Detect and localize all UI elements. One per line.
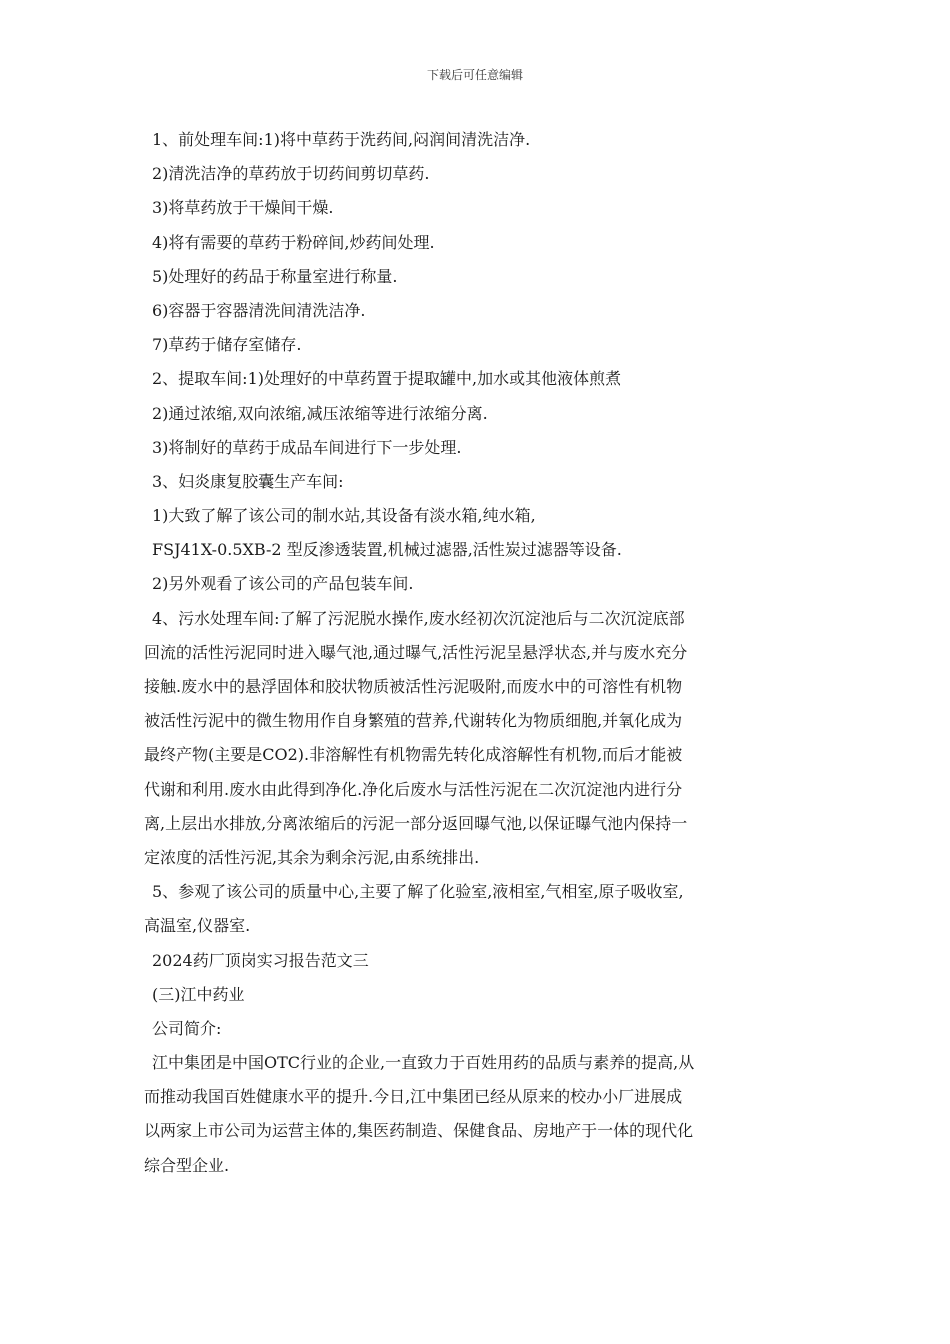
text-line: 接触.废水中的悬浮固体和胶状物质被活性污泥吸附,而废水中的可溶性有机物 [144, 677, 683, 696]
text-line: 而推动我国百姓健康水平的提升.今日,江中集团已经从原来的校办小厂进展成 [144, 1087, 683, 1107]
text-line: 5)处理好的药品于称量室进行称量. [152, 266, 398, 286]
text-line: 5、参观了该公司的质量中心,主要了解了化验室,液相室,气相室,原子吸收室, [152, 882, 684, 902]
page-header-note: 下载后可任意编辑 [426, 68, 523, 82]
text-line: 被活性污泥中的微生物用作自身繁殖的营养,代谢转化为物质细胞,并氧化成为 [144, 711, 683, 731]
text-line: 4)将有需要的草药于粉碎间,炒药间处理. [152, 232, 435, 252]
text-line: 3)将草药放于干燥间干燥. [152, 198, 334, 218]
text-line: 最终产物(主要是CO2).非溶解性有机物需先转化成溶解性有机物,而后才能被 [144, 745, 683, 765]
text-line: 6)容器于容器清洗间清洗洁净. [152, 300, 366, 320]
text-line: 回流的活性污泥同时进入曝气池,通过曝气,活性污泥呈悬浮状态,并与废水充分 [144, 642, 688, 662]
text-line: 4、污水处理车间:了解了污泥脱水操作,废水经初次沉淀池后与二次沉淀底部 [152, 608, 685, 628]
text-line: 3)将制好的草药于成品车间进行下一步处理. [152, 437, 462, 457]
text-line: 以两家上市公司为运营主体的,集医药制造、保健食品、房地产于一体的现代化 [144, 1121, 694, 1141]
text-line: FSJ41X-0.5XB-2 型反渗透装置,机械过滤器,活性炭过滤器等设备. [152, 540, 622, 560]
text-line: 2)清洗洁净的草药放于切药间剪切草药. [152, 164, 430, 184]
text-line: (三)江中药业 [152, 984, 245, 1004]
text-line: 2)另外观看了该公司的产品包装车间. [152, 574, 414, 594]
text-line: 2、提取车间:1)处理好的中草药置于提取罐中,加水或其他液体煎煮 [152, 369, 622, 389]
text-line: 江中集团是中国OTC行业的企业,一直致力于百姓用药的品质与素养的提高,从 [152, 1053, 695, 1073]
document-body [144, 123, 814, 1183]
text-line: 2024药厂顶岗实习报告范文三 [152, 950, 369, 970]
text-line: 7)草药于储存室储存. [152, 335, 302, 355]
text-line: 高温室,仪器室. [144, 916, 251, 936]
text-line: 1)大致了解了该公司的制水站,其设备有淡水箱,纯水箱, [152, 506, 536, 526]
text-line: 2)通过浓缩,双向浓缩,减压浓缩等进行浓缩分离. [152, 403, 488, 423]
text-line: 离,上层出水排放,分离浓缩后的污泥一部分返回曝气池,以保证曝气池内保持一 [144, 813, 688, 833]
text-line: 定浓度的活性污泥,其余为剩余污泥,由系统排出. [144, 847, 480, 867]
text-line: 代谢和利用.废水由此得到净化.净化后废水与活性污泥在二次沉淀池内进行分 [144, 779, 683, 799]
text-line: 公司简介: [152, 1018, 222, 1038]
text-line: 3、妇炎康复胶囊生产车间: [152, 471, 344, 491]
text-line: 1、前处理车间:1)将中草药于洗药间,闷润间清洗洁净. [152, 130, 531, 149]
text-line: 综合型企业. [144, 1155, 230, 1175]
